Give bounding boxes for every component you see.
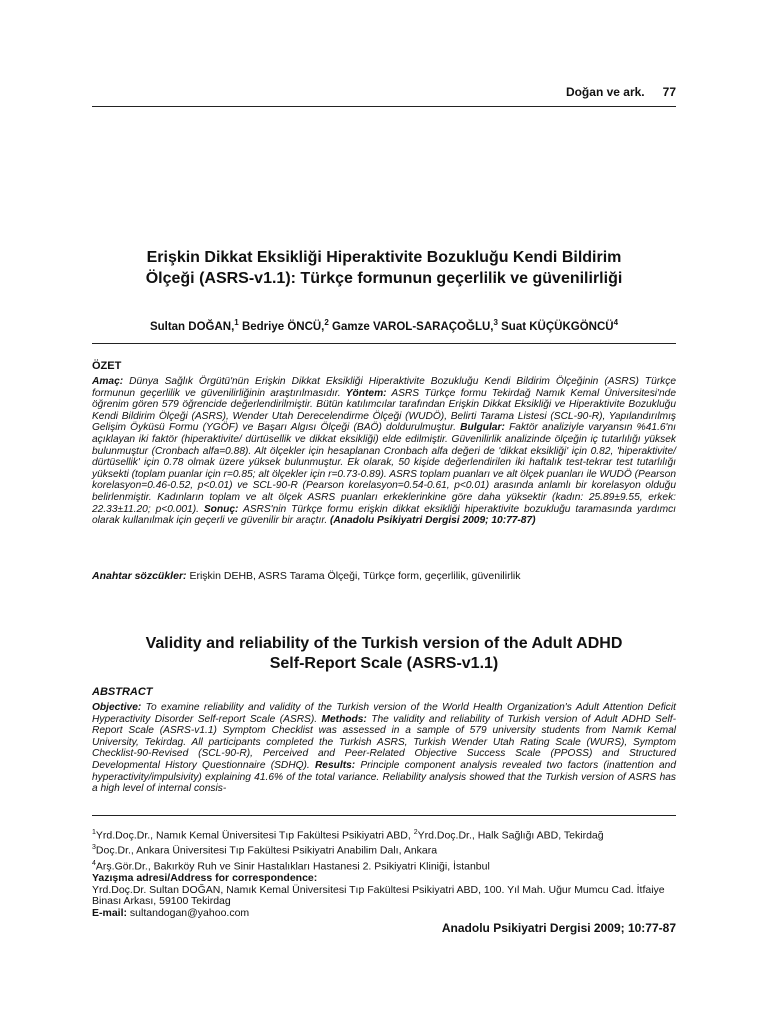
footnote-line-1: $^1$Yrd.Doç.Dr., Namık Kemal Üniversitesi Tıp Fakültesi Psikiyatri ABD, $^2$Yrd.Doç.Dr., Halk Sağlığı ABD, Tekirdağ <box>92 829 604 842</box>
author-3-affiliation: 3 <box>493 318 498 327</box>
turkish-title-line-1: Erişkin Dikkat Eksikliği Hiperaktivite Bozukluğu Kendi Bildirim <box>146 249 622 266</box>
turkish-title-line-2: Ölçeği (ASRS-v1.1): Türkçe formunun geçerlilik ve güvenilirliği <box>145 270 623 287</box>
journal-footer: Anadolu Psikiyatri Dergisi 2009; 10:77-87 <box>441 921 676 935</box>
author-2-affiliation: 2 <box>324 318 329 327</box>
methods-text: The validity and reliability of Turkish version of Adult ADHD Self-Report Scale (ASRS-v1.1) Symptom Checklist was assessed in a sample of 579 university students from Namık Kemal University, Tekirdag. All participants completed the Turkish ASRS, Turkish Wender Utah Rating Scale (WURS), Symptom Checklist-90-Revised (SCL-90-R), Perceived and Peer-Related Objective Success Scale (PPOSS) and Structured Developmental History Questionnaire (SDHQ). <box>92 713 676 771</box>
email-label: E-mail: <box>92 907 128 920</box>
sonuc-text: ASRS'nin Türkçe formu erişkin dikkat eksikliği hiperaktivite bozukluğu taramasında yardımcı olarak kullanılmak için geçerli ve güvenilir bir araçtır. <box>92 503 676 527</box>
sonuc-label: Sonuç: <box>203 503 239 515</box>
footnotes <box>92 827 676 920</box>
footnote-rule <box>92 815 676 816</box>
abstract-body <box>92 702 676 795</box>
correspondence-email <box>92 908 676 920</box>
author-1-affiliation: 1 <box>234 318 239 327</box>
footnote-line-3: $^3$Doç.Dr., Ankara Üniversitesi Tıp Fakültesi Psikiyatri Anabilim Dalı, Ankara <box>92 844 438 857</box>
correspondence-address: Yrd.Doç.Dr. Sultan DOĞAN, Namık Kemal Üniversitesi Tıp Fakültesi Psikiyatri ABD, 100. Yıl Mah. Uğur Mumcu Cad. İtfaiye Binası Arkası, 59100 Tekirdag <box>92 883 665 908</box>
bulgular-label: Bulgular: <box>460 422 505 434</box>
english-title <box>92 634 676 674</box>
amac-text: Dünya Sağlık Örgütü'nün Erişkin Dikkat Eksikliği Hiperaktivite Bozukluğu Kendi Bildirim Ölçeğinin (ASRS) Türkçe formunun geçerlilik ve güvenilirliğinin araştırılmasıdır. <box>92 376 676 399</box>
author-3: Gamze VAROL-SARAÇOĞLU, <box>332 320 494 333</box>
english-title-line-1: Validity and reliability of the Turkish version of the Adult ADHD <box>145 635 623 652</box>
author-1: Sultan DOĞAN, <box>149 320 235 333</box>
correspondence-label: Yazışma adresi/Address for correspondence: <box>92 871 318 884</box>
keywords-label: Anahtar sözcükler: <box>92 570 187 582</box>
ozet-heading: ÖZET <box>92 360 122 372</box>
bulgular-text: Faktör analiziyle varyansın %41.6'nı açıklayan iki faktör (hiperaktivite/ dürtüsellik ve dikkat eksikliği) elde edilmiştir. Güvenilirlik analizinde ölçeğin iç tutarlılığı yüksek bulunmuştur (Cronbach alfa=0.88). Alt ölçekler için hesaplanan Cronbach alfa değeri de 'dikkat eksikliği' için 0.82, 'hiperaktivite/ dürtüsellik' için 0.78 olmak üzere yüksek bulunmuştur. Ek olarak, 50 kişide değerlendirilen iki haftalık test-tekrar test tutarlılığı yüksekti (toplam puanlar için r=0.85; alt ölçekler için r=0.73-0.89). ASRS toplam puanları ve alt ölçek puanları ile WUDÖ (Pearson korelasyon=0.46-0.52, p<0.01) ve SCL-90-R (Pearson korelasyon=0.54-0.61, p<0.01) arasında anlamlı bir korelasyon olduğu belirlenmiştir. Kadınların toplam ve alt ölçek ASRS puanları erkeklerinkine göre daha yüksektir (kadın: 25.89±9.55, erkek: 22.33±11.20; p<0.001). <box>92 422 677 515</box>
objective-label: Objective: <box>92 702 142 713</box>
ozet-body <box>92 376 676 527</box>
running-header <box>566 85 676 99</box>
author-4-affiliation: 4 <box>613 318 619 327</box>
yontem-text: ASRS Türkçe formu Tekirdağ Namık Kemal Üniversitesi'nde öğrenim gören 579 öğrencide değerlendirilmiştir. Bütün katılımcılar tarafından Erişkin Dikkat Eksikliği ve Hiperaktivite Bozukluğu Kendi Bildirim Ölçeği (ASRS), Wender Utah Derecelendirme Ölçeği (WUDÖ), Belirti Tarama Listesi (SCL-90-R), Yapılandırılmış Gelişim Öyküsü Formu (YGÖF) ve Başarı Algısı Ölçeği (BAÖ) doldurulmuştur. <box>92 387 677 434</box>
yontem-label: Yöntem: <box>345 387 387 399</box>
header-rule <box>92 106 676 107</box>
running-title: Doğan ve ark. <box>565 85 645 99</box>
methods-label: Methods: <box>321 713 367 725</box>
author-2: Bedriye ÖNCÜ, <box>241 320 325 333</box>
abstract-heading: ABSTRACT <box>92 686 153 698</box>
amac-label: Amaç: <box>92 376 124 387</box>
results-text: Principle component analysis revealed two factors (inattention and hyperactivity/impulsivity) explaining 41.6% of the total variance. Reliability analysis showed that the Turkish version of ASRS has a high level of internal consis- <box>92 759 676 795</box>
objective-text: To examine reliability and validity of the Turkish version of the World Health Organization's Adult Attention Deficit Hyperactivity Disorder Self-report Scale (ASRS). <box>92 702 676 725</box>
author-4: Suat KÜÇÜKGÖNCÜ <box>501 320 614 333</box>
turkish-title <box>92 247 676 289</box>
keywords-text: Erişkin DEHB, ASRS Tarama Ölçeği, Türkçe form, geçerlilik, güvenilirlik <box>186 570 521 582</box>
keywords <box>92 570 676 582</box>
page-number: 77 <box>662 85 676 99</box>
footnote-line-4: $^4$Arş.Gör.Dr., Bakırköy Ruh ve Sinir Hastalıkları Hastanesi 2. Psikiyatri Kliniği, İstanbul <box>92 859 490 873</box>
results-label: Results: <box>314 759 356 771</box>
ozet-citation: (Anadolu Psikiyatri Dergisi 2009; 10:77-87) <box>330 515 536 527</box>
english-title-line-2: Self-Report Scale (ASRS-v1.1) <box>269 655 499 672</box>
author-list <box>92 318 676 333</box>
authors-rule <box>92 343 676 344</box>
email-address[interactable]: sultandogan@yahoo.com <box>127 907 250 920</box>
